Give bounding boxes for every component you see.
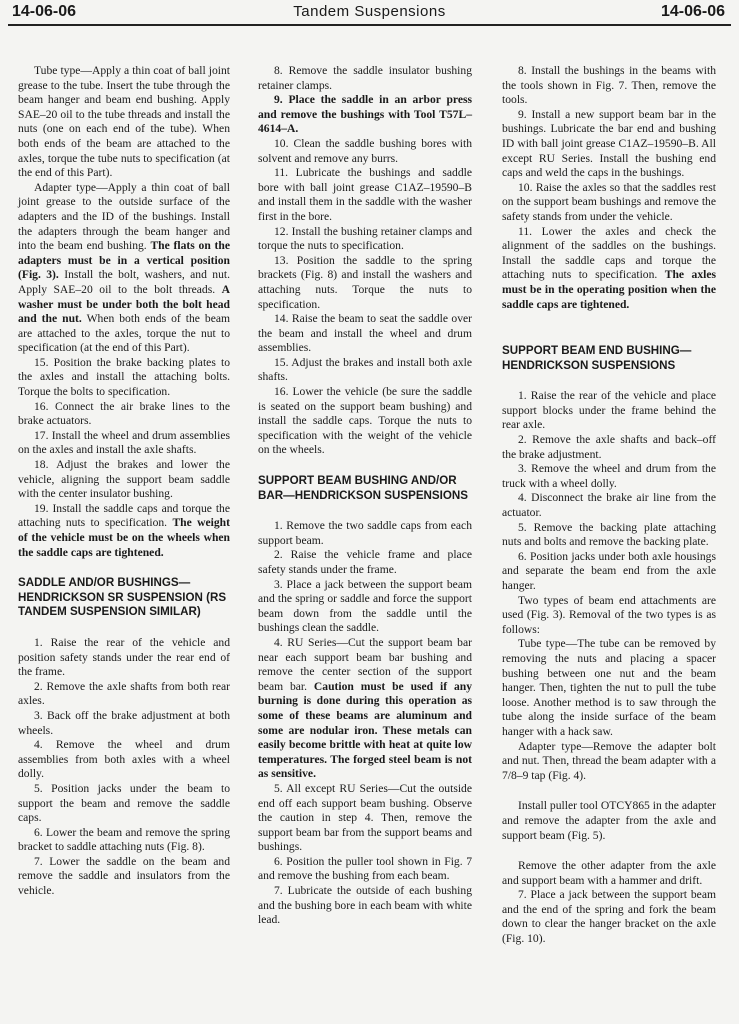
spacer: [18, 620, 230, 636]
step: 7. Lubricate the outside of each bushing and the bushing bore in each beam with white lead.: [258, 884, 472, 927]
step: 4. RU Series—Cut the support beam bar near each support beam bar bushing and remove the center section of the support beam bar. Caution must be used if any burning is done during this operation as some of these beams are aluminum and some are nodular iron. These metals can easily become brittle with heat at quite low temperatures. The forged steel beam is not as sensitive.: [258, 635, 472, 781]
step: 6. Position the puller tool shown in Fig. 7 and remove the bushing from each beam.: [258, 854, 472, 883]
step: 18. Adjust the brakes and lower the vehicle, aligning the support beam saddle with the center insulator bushing.: [18, 458, 230, 501]
page-number-left: 14-06-06: [12, 3, 77, 20]
spacer: [502, 328, 716, 344]
step: 10. Raise the axles so that the saddles rest on the support beam bushings and remove the safety stands from under the vehicle.: [502, 180, 716, 223]
step: 4. Disconnect the brake air line from the actuator.: [502, 491, 716, 520]
section-heading: SUPPORT BEAM BUSHING AND/OR BAR—HENDRICKSON SUSPENSIONS: [258, 474, 469, 502]
paragraph: Remove the other adapter from the axle and support beam with a hammer and drift.: [502, 859, 716, 887]
step: 5. Position jacks under the beam to support the beam and remove the saddle caps.: [18, 781, 230, 825]
step: 16. Lower the vehicle (be sure the saddle is seated on the support beam bushing) and install the saddle caps. Torque the nuts to specification with the weight of the vehicle on the wheels.: [258, 385, 472, 457]
spacer: [258, 458, 472, 474]
step: 16. Connect the air brake lines to the brake actuators.: [18, 399, 230, 428]
step: 5. All except RU Series—Cut the outside end off each support beam bushing. Observe the caution in step 4. Then, remove the support beam bar from the support beams and bushings.: [258, 781, 472, 854]
emphasis: 9. Place the saddle in an arbor press and remove the bushings with Tool T57L–4614–A.: [258, 93, 472, 136]
step: 15. Position the brake backing plates to the axles and install the attaching bolts. Torque the bolts to specification.: [18, 355, 230, 399]
step: 1. Remove the two saddle caps from each support beam.: [258, 519, 472, 547]
step: 17. Install the wheel and drum assemblies on the axles and install the axle shafts.: [18, 428, 230, 457]
step: 7. Place a jack between the support beam and the end of the spring and fork the beam down to clear the hanger bracket on the axle (Fig. 10).: [502, 888, 716, 946]
section-heading: SADDLE AND/OR BUSHINGS—HENDRICKSON SR SUSPENSION (RS TANDEM SUSPENSION SIMILAR): [18, 576, 227, 619]
step: 19. Install the saddle caps and torque the attaching nuts to specification. The weight of the vehicle must be on the wheels when the saddle caps are tightened.: [18, 501, 230, 559]
step: 8. Install the bushings in the beams with the tools shown in Fig. 7. Then, remove the tools.: [502, 64, 716, 107]
page-header: [0, 0, 739, 28]
emphasis: Caution must be used if any burning is done during this operation as some of these beams are aluminum and some are nodular iron. These metals can easily become brittle with heat at quite low temperatures. The forged steel beam is not as sensitive.: [258, 679, 472, 781]
step: 10. Clean the saddle bushing bores with solvent and remove any burrs.: [258, 136, 472, 165]
spacer: [502, 373, 716, 389]
step: 1. Raise the rear of the vehicle and place support blocks under the frame behind the rear axle.: [502, 389, 716, 432]
step: 11. Lubricate the bushings and saddle bore with ball joint grease C1AZ–19590–B and install them in the saddle with the washer first in the bore.: [258, 166, 472, 223]
step: 2. Remove the axle shafts and back–off the brake adjustment.: [502, 433, 716, 461]
paragraph: Two types of beam end attachments are used (Fig. 3). Removal of the two types is as follows:: [502, 593, 716, 636]
step: [258, 93, 472, 137]
spacer: [18, 560, 230, 576]
step: 11. Lower the axles and check the alignment of the saddles on the bushings. Install the saddle caps and torque the attaching nuts to specification. The axles must be in the operating position when the saddle caps are tightened.: [502, 224, 716, 311]
emphasis: The axles must be in the operating position when the saddle caps are tightened.: [502, 268, 716, 311]
step: 6. Position jacks under both axle housings and separate the beam end from the axle hanger.: [502, 549, 716, 592]
step: 2. Remove the axle shafts from both rear axles.: [18, 679, 230, 708]
emphasis: A washer must be under both the bolt head and the nut.: [18, 282, 230, 326]
step: 8. Remove the saddle insulator bushing retainer clamps.: [258, 64, 472, 92]
section-heading: SUPPORT BEAM END BUSHING—HENDRICKSON SUSPENSIONS: [502, 344, 692, 372]
step: 5. Remove the backing plate attaching nuts and bolts and remove the backing plate.: [502, 520, 716, 549]
column-middle: [258, 64, 472, 928]
header-rule: [8, 24, 731, 26]
column-left: [18, 64, 230, 899]
step: 9. Install a new support beam bar in the bushings. Lubricate the bar end and bushing ID with ball joint grease C1AZ–19590–B. All except RU Series. Install the bushing end caps and weld the caps in the bushings.: [502, 107, 716, 180]
step: 4. Remove the wheel and drum assemblies from both axles with a wheel dolly.: [18, 738, 230, 781]
step: 14. Raise the beam to seat the saddle over the beam and install the wheel and drum assemblies.: [258, 312, 472, 355]
spacer: [258, 503, 472, 519]
step: 13. Position the saddle to the spring brackets (Fig. 8) and install the washers and attaching nuts. Torque the nuts to specification.: [258, 253, 472, 311]
emphasis: The flats on the adapters must be in a vertical position (Fig. 3).: [18, 239, 230, 282]
step: 3. Remove the wheel and drum from the truck with a wheel dolly.: [502, 462, 716, 490]
paragraph: Adapter type—Apply a thin coat of ball joint grease to the outside surface of the adapters and the ID of the bushings. Install the adapters through the beam hanger and into the beam end bushing. The flats on the adapters must be in a vertical position (Fig. 3). Install the bolt, washers, and nut. Apply SAE–20 oil to the bolt threads. A washer must be under both the bolt head and the nut. When both ends of the beam are attached to the axles, torque the nut to specification (at the end of this Part).: [18, 180, 231, 355]
step: 12. Install the bushing retainer clamps and torque the nuts to specification.: [258, 224, 472, 253]
page-number-right: 14-06-06: [660, 3, 725, 20]
paragraph: Tube type—The tube can be removed by removing the nuts and placing a spacer bushing between one nut and the beam hanger. Then, tighten the nut to pull the tube loose. Another method is to saw through the tube along the inside surface of the beam hanger with a hack saw.: [502, 637, 716, 738]
spacer: [502, 312, 716, 328]
step: 1. Raise the rear of the vehicle and position safety stands under the rear end of the frame.: [18, 635, 230, 679]
paragraph: Install puller tool OTCY865 in the adapter and remove the adapter from the axle and support beam (Fig. 5).: [502, 799, 716, 842]
step: 6. Lower the beam and remove the spring bracket to saddle attaching nuts (Fig. 8).: [18, 825, 230, 854]
step: 7. Lower the saddle on the beam and remove the saddle and insulators from the vehicle.: [18, 854, 230, 898]
step: 15. Adjust the brakes and install both axle shafts.: [258, 355, 472, 384]
column-right: [502, 64, 716, 947]
page-title: Tandem Suspensions: [293, 3, 446, 20]
step: 3. Back off the brake adjustment at both wheels.: [18, 708, 230, 737]
emphasis: The weight of the vehicle must be on the wheels when the saddle caps are tightened.: [18, 516, 230, 559]
paragraph: Adapter type—Remove the adapter bolt and nut. Then, thread the beam adapter with a 7/8–9 tap (Fig. 4).: [502, 739, 716, 782]
paragraph: Tube type—Apply a thin coat of ball joint grease to the tube. Insert the tube through the beam hanger and beam end bushing. Apply SAE–20 oil to the tube threads and install the nuts (one on each end of the tube). When both ends of the beam are attached to the axles, torque the tube nuts to specification (at the end of this Part).: [18, 64, 230, 180]
step: 2. Raise the vehicle frame and place safety stands under the frame.: [258, 548, 472, 576]
step: 3. Place a jack between the support beam and the spring or saddle and force the support beam down from the saddle until the bushings clean the saddle.: [258, 577, 472, 635]
